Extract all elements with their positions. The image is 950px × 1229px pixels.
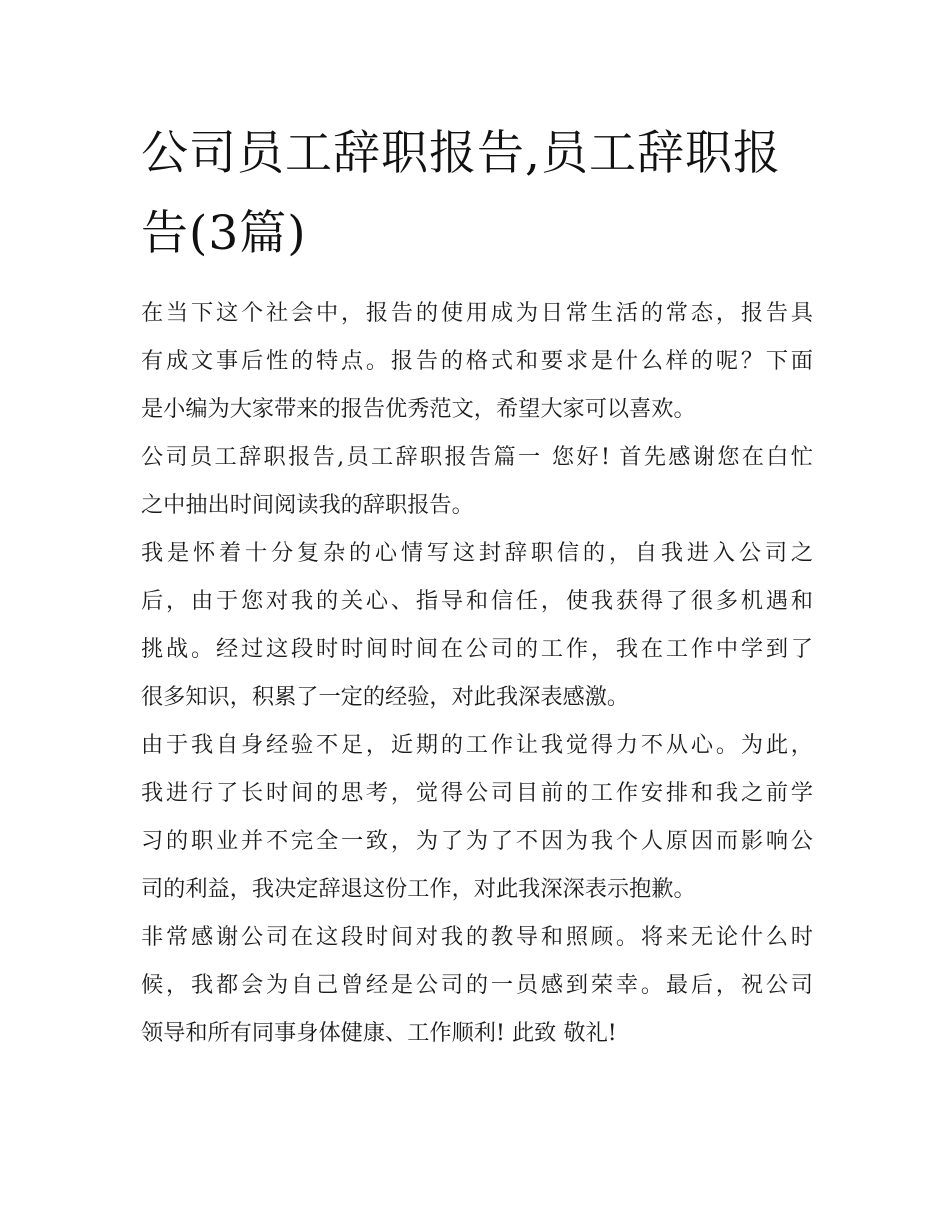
text-line: 非常感谢公司在这段时间对我的教导和照顾。将来无论什么时: [141, 924, 813, 950]
text-line: 公司员工辞职报告,员工辞职报告篇一 您好! 首先感谢您在白忙: [141, 444, 813, 470]
paragraph-reason: [141, 721, 813, 913]
text-line: 挑战。经过这段时时间时间在公司的工作，我在工作中学到了: [141, 636, 813, 662]
title-line: 告(3篇): [141, 206, 307, 261]
text-line: 司的利益，我决定辞退这份工作，对此我深深表示抱歉。: [141, 876, 696, 902]
text-line: 在当下这个社会中，报告的使用成为日常生活的常态，报告具: [141, 300, 813, 326]
text-line: 习的职业并不完全一致，为了为了不因为我个人原因而影响公: [141, 828, 813, 854]
paragraph-gratitude: [141, 529, 813, 721]
text-line: 有成文事后性的特点。报告的格式和要求是什么样的呢？下面: [141, 348, 813, 374]
document-title: [141, 0, 813, 274]
text-line: 领导和所有同事身体健康、工作顺利! 此致 敬礼!: [141, 1020, 617, 1046]
document-body: [141, 289, 813, 1057]
text-line: 我是怀着十分复杂的心情写这封辞职信的，自我进入公司之: [141, 540, 813, 566]
paragraph-closing: [141, 913, 813, 1057]
text-line: 很多知识，积累了一定的经验，对此我深表感激。: [141, 684, 630, 710]
paragraph-intro: [141, 289, 813, 433]
text-line: 是小编为大家带来的报告优秀范文，希望大家可以喜欢。: [141, 396, 696, 422]
title-line: 公司员工辞职报告,员工辞职报: [141, 126, 781, 181]
text-line: 我进行了长时间的思考，觉得公司目前的工作安排和我之前学: [141, 780, 813, 806]
text-line: 之中抽出时间阅读我的辞职报告。: [141, 492, 474, 518]
text-line: 候，我都会为自己曾经是公司的一员感到荣幸。最后，祝公司: [141, 972, 813, 998]
text-line: 由于我自身经验不足，近期的工作让我觉得力不从心。为此，: [141, 732, 813, 758]
text-line: 后，由于您对我的关心、指导和信任，使我获得了很多机遇和: [141, 588, 813, 614]
document-page: [141, 0, 813, 1057]
paragraph-greeting: [141, 433, 813, 529]
